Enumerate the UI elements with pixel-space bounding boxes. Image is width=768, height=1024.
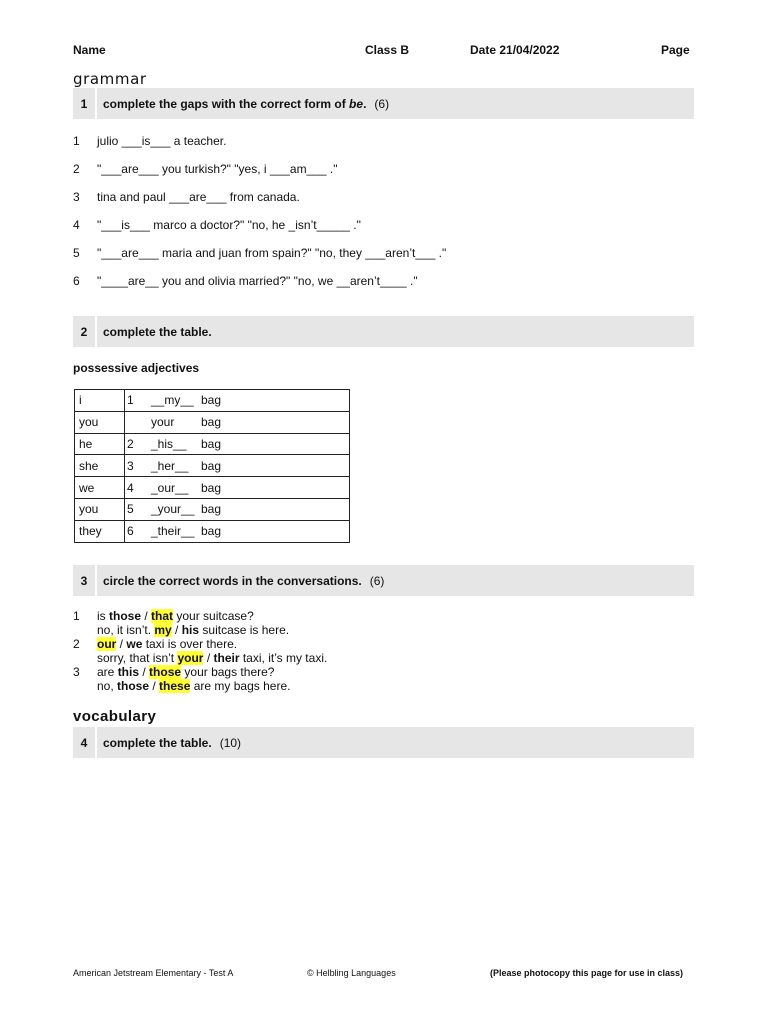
task-1-instruction: [103, 97, 366, 111]
task-1-number: 1: [73, 88, 97, 119]
plain-text: suitcase is here.: [199, 623, 290, 637]
answer-text: _his__: [151, 436, 187, 451]
circled-answer[interactable]: that: [151, 609, 174, 623]
row-number: 3: [127, 458, 134, 473]
task-4-points: (10): [219, 735, 242, 750]
conversation-text: [97, 609, 254, 623]
task-1-instruction-em: be: [349, 96, 364, 111]
row-number: 6: [127, 524, 134, 539]
adjective-cell: [125, 433, 350, 455]
separator: /: [141, 609, 152, 623]
answer-text: _your__: [151, 502, 195, 517]
grammar-heading: grammar: [73, 70, 147, 88]
item-text: "____are__ you and olivia married?" "no, we __aren’t____ .": [97, 274, 418, 288]
answer-text: _her__: [151, 458, 189, 473]
option-word[interactable]: we: [126, 637, 143, 651]
pronoun-cell: you: [75, 498, 125, 520]
option-word[interactable]: this: [117, 665, 140, 679]
table-row: [75, 498, 350, 520]
row-number: 5: [127, 502, 134, 517]
pronoun-cell: you: [75, 411, 125, 433]
task-2-instruction: complete the table.: [103, 324, 212, 339]
table-row: [75, 455, 350, 477]
pronoun-cell: they: [75, 520, 125, 542]
conversation-text: [97, 623, 289, 637]
table-row: [75, 390, 350, 412]
item-number: 6: [73, 274, 80, 288]
table-row: [75, 411, 350, 433]
answer-text: _their__: [151, 524, 195, 539]
circled-answer[interactable]: our: [97, 637, 117, 651]
date-label: Date 21/04/2022: [470, 43, 560, 57]
item-text: "___are___ maria and juan from spain?" "no, they ___aren’t___ .": [97, 246, 447, 260]
table-row: [75, 520, 350, 542]
separator: /: [149, 679, 160, 693]
task-1-points: (6): [374, 96, 390, 111]
adjective-cell: [125, 477, 350, 499]
item-number: 5: [73, 246, 80, 260]
conversation-text: [97, 679, 290, 693]
row-number: 1: [127, 393, 134, 408]
possessive-adjectives-heading: possessive adjectives: [73, 361, 200, 375]
option-word[interactable]: those: [109, 609, 142, 623]
plain-text: is: [97, 609, 109, 623]
task-1-bar: [73, 88, 694, 119]
task-4-number: 4: [73, 727, 97, 758]
option-word[interactable]: their: [213, 651, 240, 665]
pronoun-cell: i: [75, 390, 125, 412]
separator: /: [203, 651, 214, 665]
noun-text: bag: [201, 458, 222, 473]
task-1-instruction-post: .: [363, 96, 367, 111]
noun-text: bag: [201, 502, 222, 517]
plain-text: your bags there?: [181, 665, 275, 679]
task-2-bar: [73, 316, 694, 347]
item-text: "___are___ you turkish?" "yes, i ___am___ .": [97, 162, 338, 176]
adjective-cell: [125, 390, 350, 412]
plain-text: no, it isn’t.: [97, 623, 155, 637]
conversation-text: [97, 637, 237, 651]
separator: /: [116, 637, 127, 651]
option-word[interactable]: his: [181, 623, 200, 637]
conversation-text: [97, 665, 274, 679]
pronoun-cell: she: [75, 455, 125, 477]
conversation-text: [97, 651, 327, 665]
footer-photocopy-note: (Please photocopy this page for use in class): [490, 968, 684, 978]
task-3-number: 3: [73, 565, 97, 596]
plain-text: no,: [97, 679, 118, 693]
item-number: 1: [73, 134, 80, 148]
conversation-number: 2: [73, 637, 80, 651]
item-text: julio ___is___ a teacher.: [97, 134, 227, 148]
task-3-bar: [73, 565, 694, 596]
item-text: tina and paul ___are___ from canada.: [97, 190, 300, 204]
circled-answer[interactable]: those: [149, 665, 182, 679]
option-word[interactable]: those: [117, 679, 150, 693]
plain-text: sorry, that isn’t: [97, 651, 178, 665]
adjective-cell: [125, 411, 350, 433]
task-4-instruction: complete the table.: [103, 735, 212, 750]
answer-text: your: [151, 415, 175, 430]
conversation-number: 3: [73, 665, 80, 679]
noun-text: bag: [201, 415, 222, 430]
item-number: 2: [73, 162, 80, 176]
circled-answer[interactable]: these: [159, 679, 191, 693]
vocabulary-heading: vocabulary: [73, 708, 157, 725]
circled-answer[interactable]: your: [177, 651, 204, 665]
item-number: 3: [73, 190, 80, 204]
noun-text: bag: [201, 480, 222, 495]
plain-text: taxi is over there.: [142, 637, 238, 651]
separator: /: [139, 665, 150, 679]
table-row: [75, 477, 350, 499]
possessive-adjectives-table: [74, 389, 350, 543]
name-label: Name: [73, 43, 106, 57]
item-number: 4: [73, 218, 80, 232]
answer-text: _our__: [151, 480, 189, 495]
table-row: [75, 433, 350, 455]
task-3-instruction: circle the correct words in the conversations.: [103, 573, 362, 588]
task-3-points: (6): [369, 573, 385, 588]
row-number: 2: [127, 436, 134, 451]
noun-text: bag: [201, 393, 222, 408]
task-2-number: 2: [73, 316, 97, 347]
plain-text: your suitcase?: [173, 609, 254, 623]
noun-text: bag: [201, 436, 222, 451]
answer-text: __my__: [151, 393, 194, 408]
plain-text: taxi, it’s my taxi.: [239, 651, 328, 665]
footer-title: American Jetstream Elementary - Test A: [73, 968, 234, 978]
page-label: Page: [661, 43, 690, 57]
class-label: Class B: [365, 43, 410, 57]
pronoun-cell: we: [75, 477, 125, 499]
item-text: "___is___ marco a doctor?" "no, he _isn’t_____ .": [97, 218, 361, 232]
plain-text: are: [97, 665, 118, 679]
conversation-number: 1: [73, 609, 80, 623]
adjective-cell: [125, 520, 350, 542]
task-1-instruction-pre: complete the gaps with the correct form of: [103, 96, 350, 111]
footer-copyright: © Helbling Languages: [307, 968, 396, 978]
separator: /: [171, 623, 182, 637]
task-4-bar: [73, 727, 694, 758]
circled-answer[interactable]: my: [154, 623, 172, 637]
adjective-cell: [125, 455, 350, 477]
noun-text: bag: [201, 524, 222, 539]
pronoun-cell: he: [75, 433, 125, 455]
adjective-cell: [125, 498, 350, 520]
row-number: 4: [127, 480, 134, 495]
plain-text: are my bags here.: [190, 679, 291, 693]
